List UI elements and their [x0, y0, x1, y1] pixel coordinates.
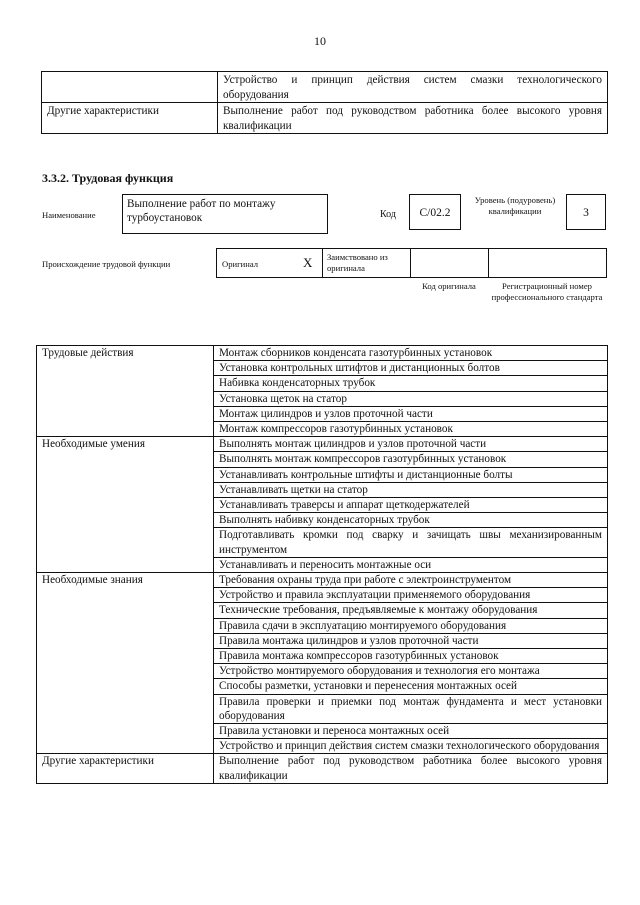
group-label: Другие характеристики	[37, 754, 214, 783]
borrowed-label: Заимствовано из оригинала	[327, 252, 388, 273]
borrowed-cell	[323, 249, 411, 277]
original-mark: X	[303, 255, 313, 270]
group-item: Устройство и правила эксплуатации применяемого оборудования	[214, 588, 608, 603]
table-row	[37, 346, 608, 361]
table-row	[42, 103, 608, 134]
group-item: Установка щеток на статор	[214, 391, 608, 406]
row-label	[42, 72, 218, 103]
group-item: Способы разметки, установки и перенесения монтажных осей	[214, 679, 608, 694]
group-item: Устанавливать траверсы и аппарат щеткодержателей	[214, 498, 608, 513]
group-item: Монтаж сборников конденсата газотурбинных установок	[214, 346, 608, 361]
group-item: Устройство и принцип действия систем смазки технологического оборудования	[214, 739, 608, 754]
original-code-cell	[411, 249, 489, 277]
group-item: Устанавливать и переносить монтажные оси	[214, 557, 608, 572]
group-item: Правила установки и переноса монтажных осей	[214, 724, 608, 739]
group-item: Набивка конденсаторных трубок	[214, 376, 608, 391]
group-item: Монтаж компрессоров газотурбинных установок	[214, 422, 608, 437]
registration-number-cell	[489, 249, 606, 277]
group-item: Устанавливать щетки на статор	[214, 482, 608, 497]
group-item: Устройство монтируемого оборудования и технология его монтажа	[214, 664, 608, 679]
page-number: 10	[314, 34, 326, 48]
group-item: Выполнять монтаж цилиндров и узлов проточной части	[214, 437, 608, 452]
group-item: Выполнять набивку конденсаторных трубок	[214, 513, 608, 528]
qualification-level-value: 3	[566, 194, 606, 230]
function-name-label: Наименование	[42, 210, 96, 220]
group-item: Технические требования, предъявляемые к монтажу оборудования	[214, 603, 608, 618]
group-item: Выполнять монтаж компрессоров газотурбинных установок	[214, 452, 608, 467]
row-value: Выполнение работ под руководством работника более высокого уровня квалификации	[218, 103, 608, 134]
group-item: Правила сдачи в эксплуатацию монтируемого оборудования	[214, 618, 608, 633]
original-cell	[217, 249, 323, 277]
qualification-level-label: Уровень (подуровень) квалификации	[474, 195, 556, 216]
original-code-caption: Код оригинала	[422, 281, 476, 291]
group-item: Правила проверки и приемки под монтаж фундамента и мест установки оборудования	[214, 694, 608, 723]
function-code-value: C/02.2	[409, 194, 461, 230]
table-row	[37, 437, 608, 452]
group-label: Необходимые умения	[37, 437, 214, 573]
table-row	[37, 754, 608, 783]
group-item: Выполнение работ под руководством работника более высокого уровня квалификации	[214, 754, 608, 783]
function-origin-label: Происхождение трудовой функции	[42, 259, 171, 269]
group-item: Монтаж цилиндров и узлов проточной части	[214, 406, 608, 421]
registration-number-caption: Регистрационный номер профессионального стандарта	[491, 281, 603, 302]
labor-function-table	[36, 345, 608, 784]
original-label: Оригинал	[222, 259, 259, 269]
group-item: Устанавливать контрольные штифты и дистанционные болты	[214, 467, 608, 482]
group-item: Установка контрольных штифтов и дистанционных болтов	[214, 361, 608, 376]
section-title: 3.3.2. Трудовая функция	[42, 171, 174, 185]
group-label: Трудовые действия	[37, 346, 214, 437]
group-item: Требования охраны труда при работе с электроинструментом	[214, 573, 608, 588]
group-item: Правила монтажа компрессоров газотурбинных установок	[214, 649, 608, 664]
table-row	[37, 573, 608, 588]
group-item: Подготавливать кромки под сварку и зачищать швы механизированным инструментом	[214, 528, 608, 557]
function-name-value: Выполнение работ по монтажу турбоустановок	[122, 194, 328, 234]
row-value: Устройство и принцип действия систем смазки технологического оборудования	[218, 72, 608, 103]
function-origin-row	[216, 248, 607, 278]
group-label: Необходимые знания	[37, 573, 214, 754]
group-item: Правила монтажа цилиндров и узлов проточной части	[214, 633, 608, 648]
function-code-label: Код	[380, 209, 396, 220]
row-label: Другие характеристики	[42, 103, 218, 134]
top-characteristics-table	[41, 71, 608, 134]
table-row	[42, 72, 608, 103]
